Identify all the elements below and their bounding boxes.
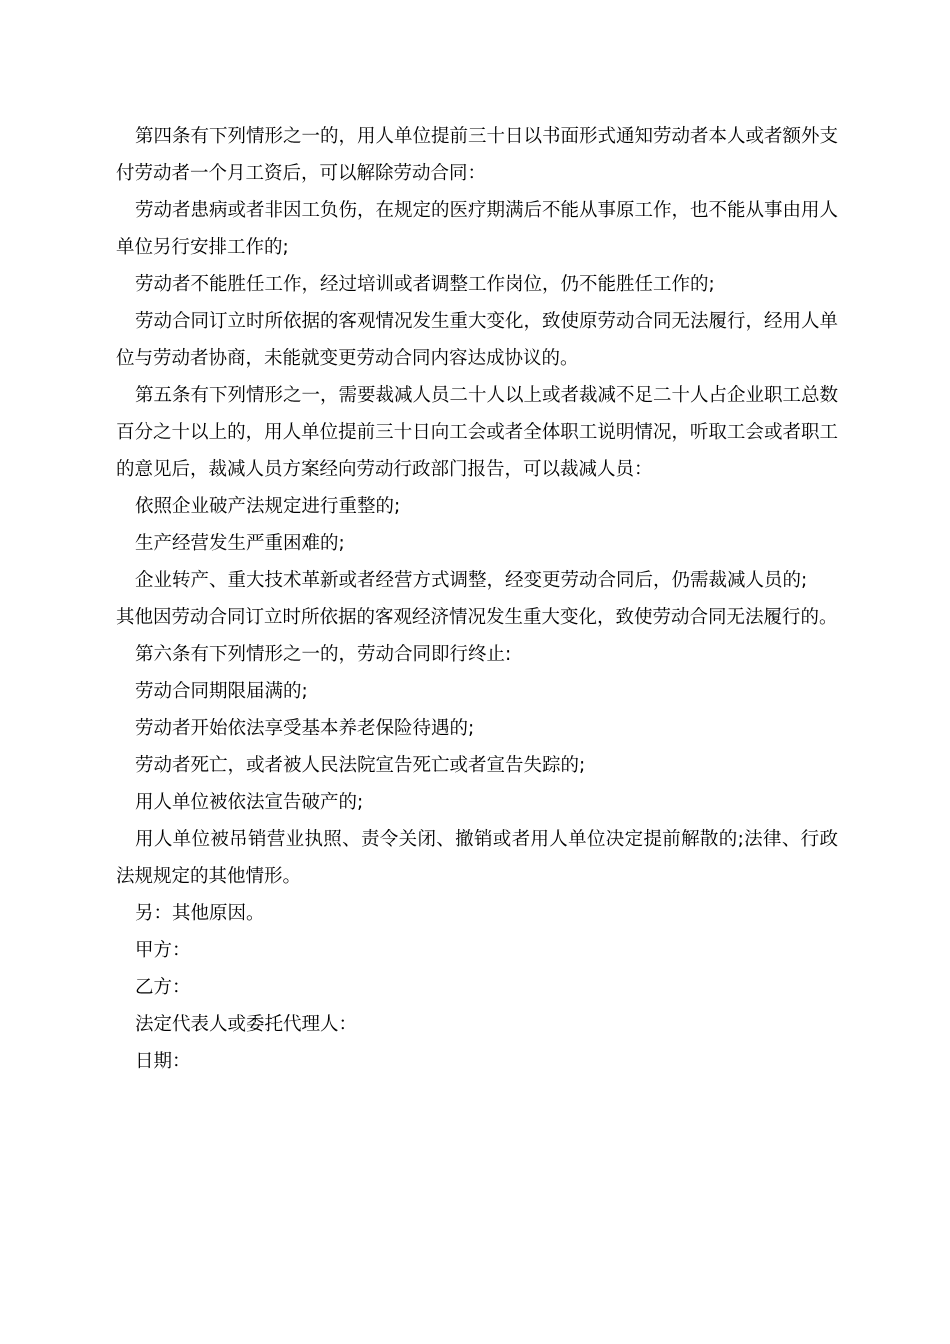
paragraph-business-transformation: 企业转产、重大技术革新或者经营方式调整，经变更劳动合同后，仍需裁减人员的;	[135, 570, 808, 591]
paragraph-operating-difficulty: 生产经营发生严重困难的;	[135, 533, 345, 554]
paragraph-article-4: 第四条有下列情形之一的，用人单位提前三十日以书面形式通知劳动者本人或者额外支付劳动者一个月工资后，可以解除劳动合同：	[116, 126, 839, 184]
signature-date: 日期：	[135, 1051, 191, 1072]
paragraph-illness-clause: 劳动者患病或者非因工负伤，在规定的医疗期满后不能从事原工作，也不能从事由用人单位另行安排工作的;	[116, 200, 839, 258]
paragraph-circumstance-change-clause: 劳动合同订立时所依据的客观情况发生重大变化，致使原劳动合同无法履行，经用人单位与劳动者协商，未能就变更劳动合同内容达成协议的。	[116, 311, 839, 369]
paragraph-pension: 劳动者开始依法享受基本养老保险待遇的;	[135, 718, 475, 739]
signature-legal-representative: 法定代表人或委托代理人：	[135, 1014, 358, 1035]
paragraph-bankruptcy-reorganization: 依照企业破产法规定进行重整的;	[135, 496, 401, 517]
paragraph-article-6: 第六条有下列情形之一的，劳动合同即行终止:	[135, 644, 512, 665]
document-body	[116, 118, 838, 1080]
paragraph-license-revoked: 用人单位被吊销营业执照、责令关闭、撤销或者用人单位决定提前解散的;法律、行政法规规定的其他情形。	[116, 829, 838, 887]
signature-party-b: 乙方：	[135, 977, 191, 998]
paragraph-other-reasons: 另：其他原因。	[135, 903, 265, 924]
paragraph-incompetence-clause: 劳动者不能胜任工作，经过培训或者调整工作岗位，仍不能胜任工作的;	[135, 274, 715, 295]
paragraph-economic-change: 其他因劳动合同订立时所依据的客观经济情况发生重大变化，致使劳动合同无法履行的。	[116, 607, 838, 628]
paragraph-term-expired: 劳动合同期限届满的;	[135, 681, 308, 702]
paragraph-death-missing: 劳动者死亡，或者被人民法院宣告死亡或者宣告失踪的;	[135, 755, 586, 776]
paragraph-employer-bankrupt: 用人单位被依法宣告破产的;	[135, 792, 364, 813]
signature-party-a: 甲方：	[135, 940, 191, 961]
paragraph-article-5: 第五条有下列情形之一，需要裁减人员二十人以上或者裁减不足二十人占企业职工总数百分之十以上的，用人单位提前三十日向工会或者全体职工说明情况，听取工会或者职工的意见后，裁减人员方案经向劳动行政部门报告，可以裁减人员：	[116, 385, 839, 480]
